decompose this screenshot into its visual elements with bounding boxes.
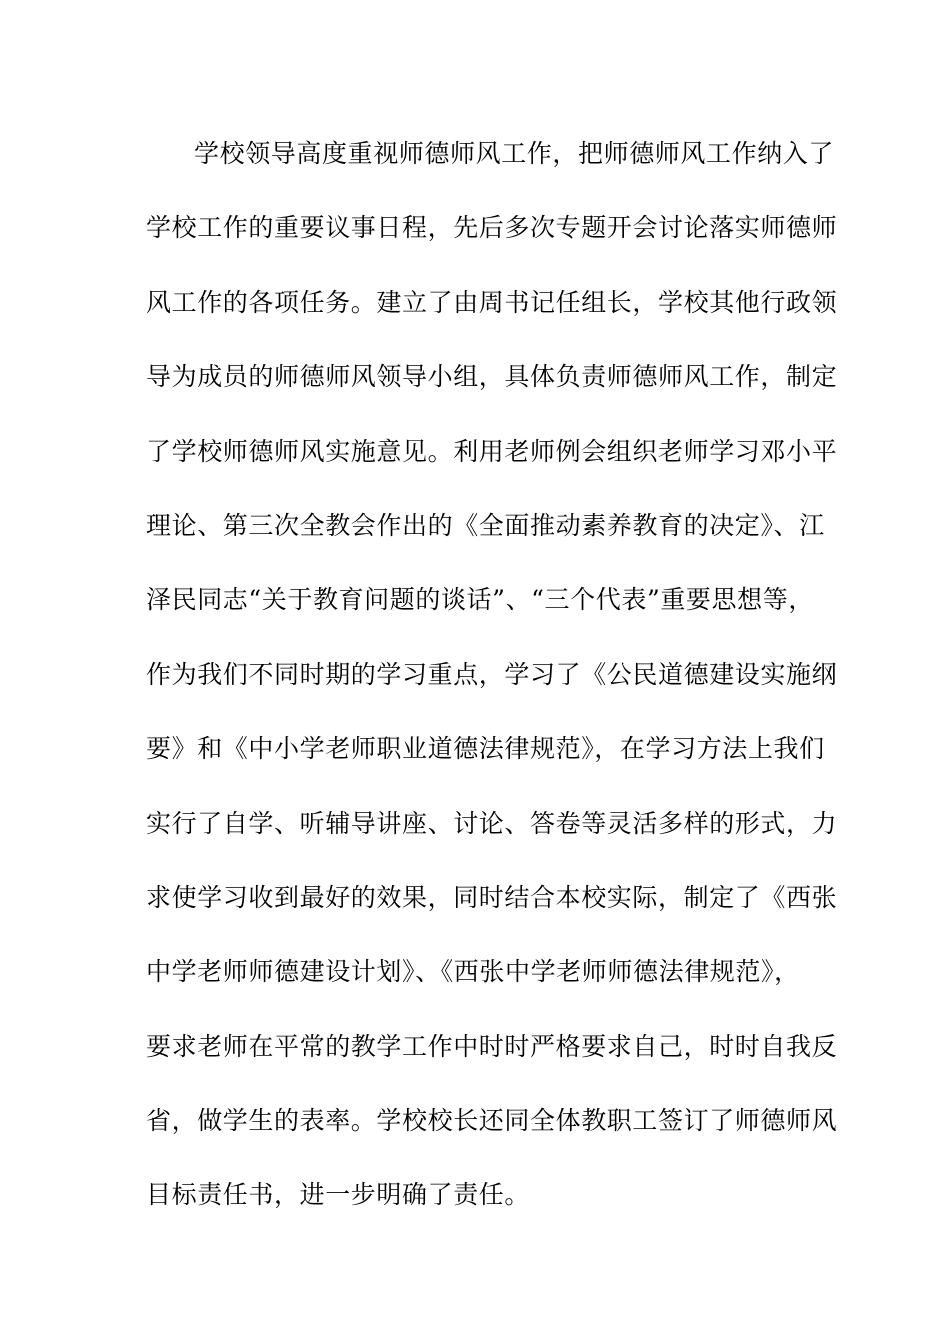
paragraph-line: 目标责任书，进一步明确了责任。 — [146, 1180, 531, 1210]
paragraph-line: 理论、第三次全教会作出的《全面推动素养教育的决定》、江 — [146, 510, 825, 540]
paragraph-line: 求使学习收到最好的效果，同时结合本校实际，制定了《西张 — [146, 882, 838, 912]
paragraph-line: 要》和《中小学老师职业道德法律规范》，在学习方法上我们 — [146, 734, 825, 764]
paragraph-line: 学校工作的重要议事日程，先后多次专题开会讨论落实师德师 — [146, 213, 838, 243]
paragraph-line: 实行了自学、听辅导讲座、讨论、答卷等灵活多样的形式，力 — [146, 808, 838, 838]
paragraph-line: 中学老师师德建设计划》、《西张中学老师师德法律规范》， — [146, 957, 800, 987]
paragraph-line: 要求老师在平常的教学工作中时时严格要求自己，时时自我反 — [146, 1031, 838, 1061]
paragraph-line: 导为成员的师德师风领导小组，具体负责师德师风工作，制定 — [146, 362, 838, 392]
paragraph-line: 作为我们不同时期的学习重点，学习了《公民道德建设实施纲 — [146, 659, 838, 689]
paragraph-line: 泽民同志“关于教育问题的谈话”、“三个代表”重要思想等， — [146, 585, 814, 615]
paragraph-line: 风工作的各项任务。建立了由周书记任组长，学校其他行政领 — [146, 287, 838, 317]
paragraph-line: 省，做学生的表率。学校校长还同全体教职工签订了师德师风 — [146, 1106, 838, 1136]
body-paragraph — [146, 130, 838, 1246]
paragraph-line: 学校领导高度重视师德师风工作，把师德师风工作纳入了 — [194, 139, 835, 168]
paragraph-line: 了学校师德师风实施意见。利用老师例会组织老师学习邓小平 — [146, 436, 838, 466]
